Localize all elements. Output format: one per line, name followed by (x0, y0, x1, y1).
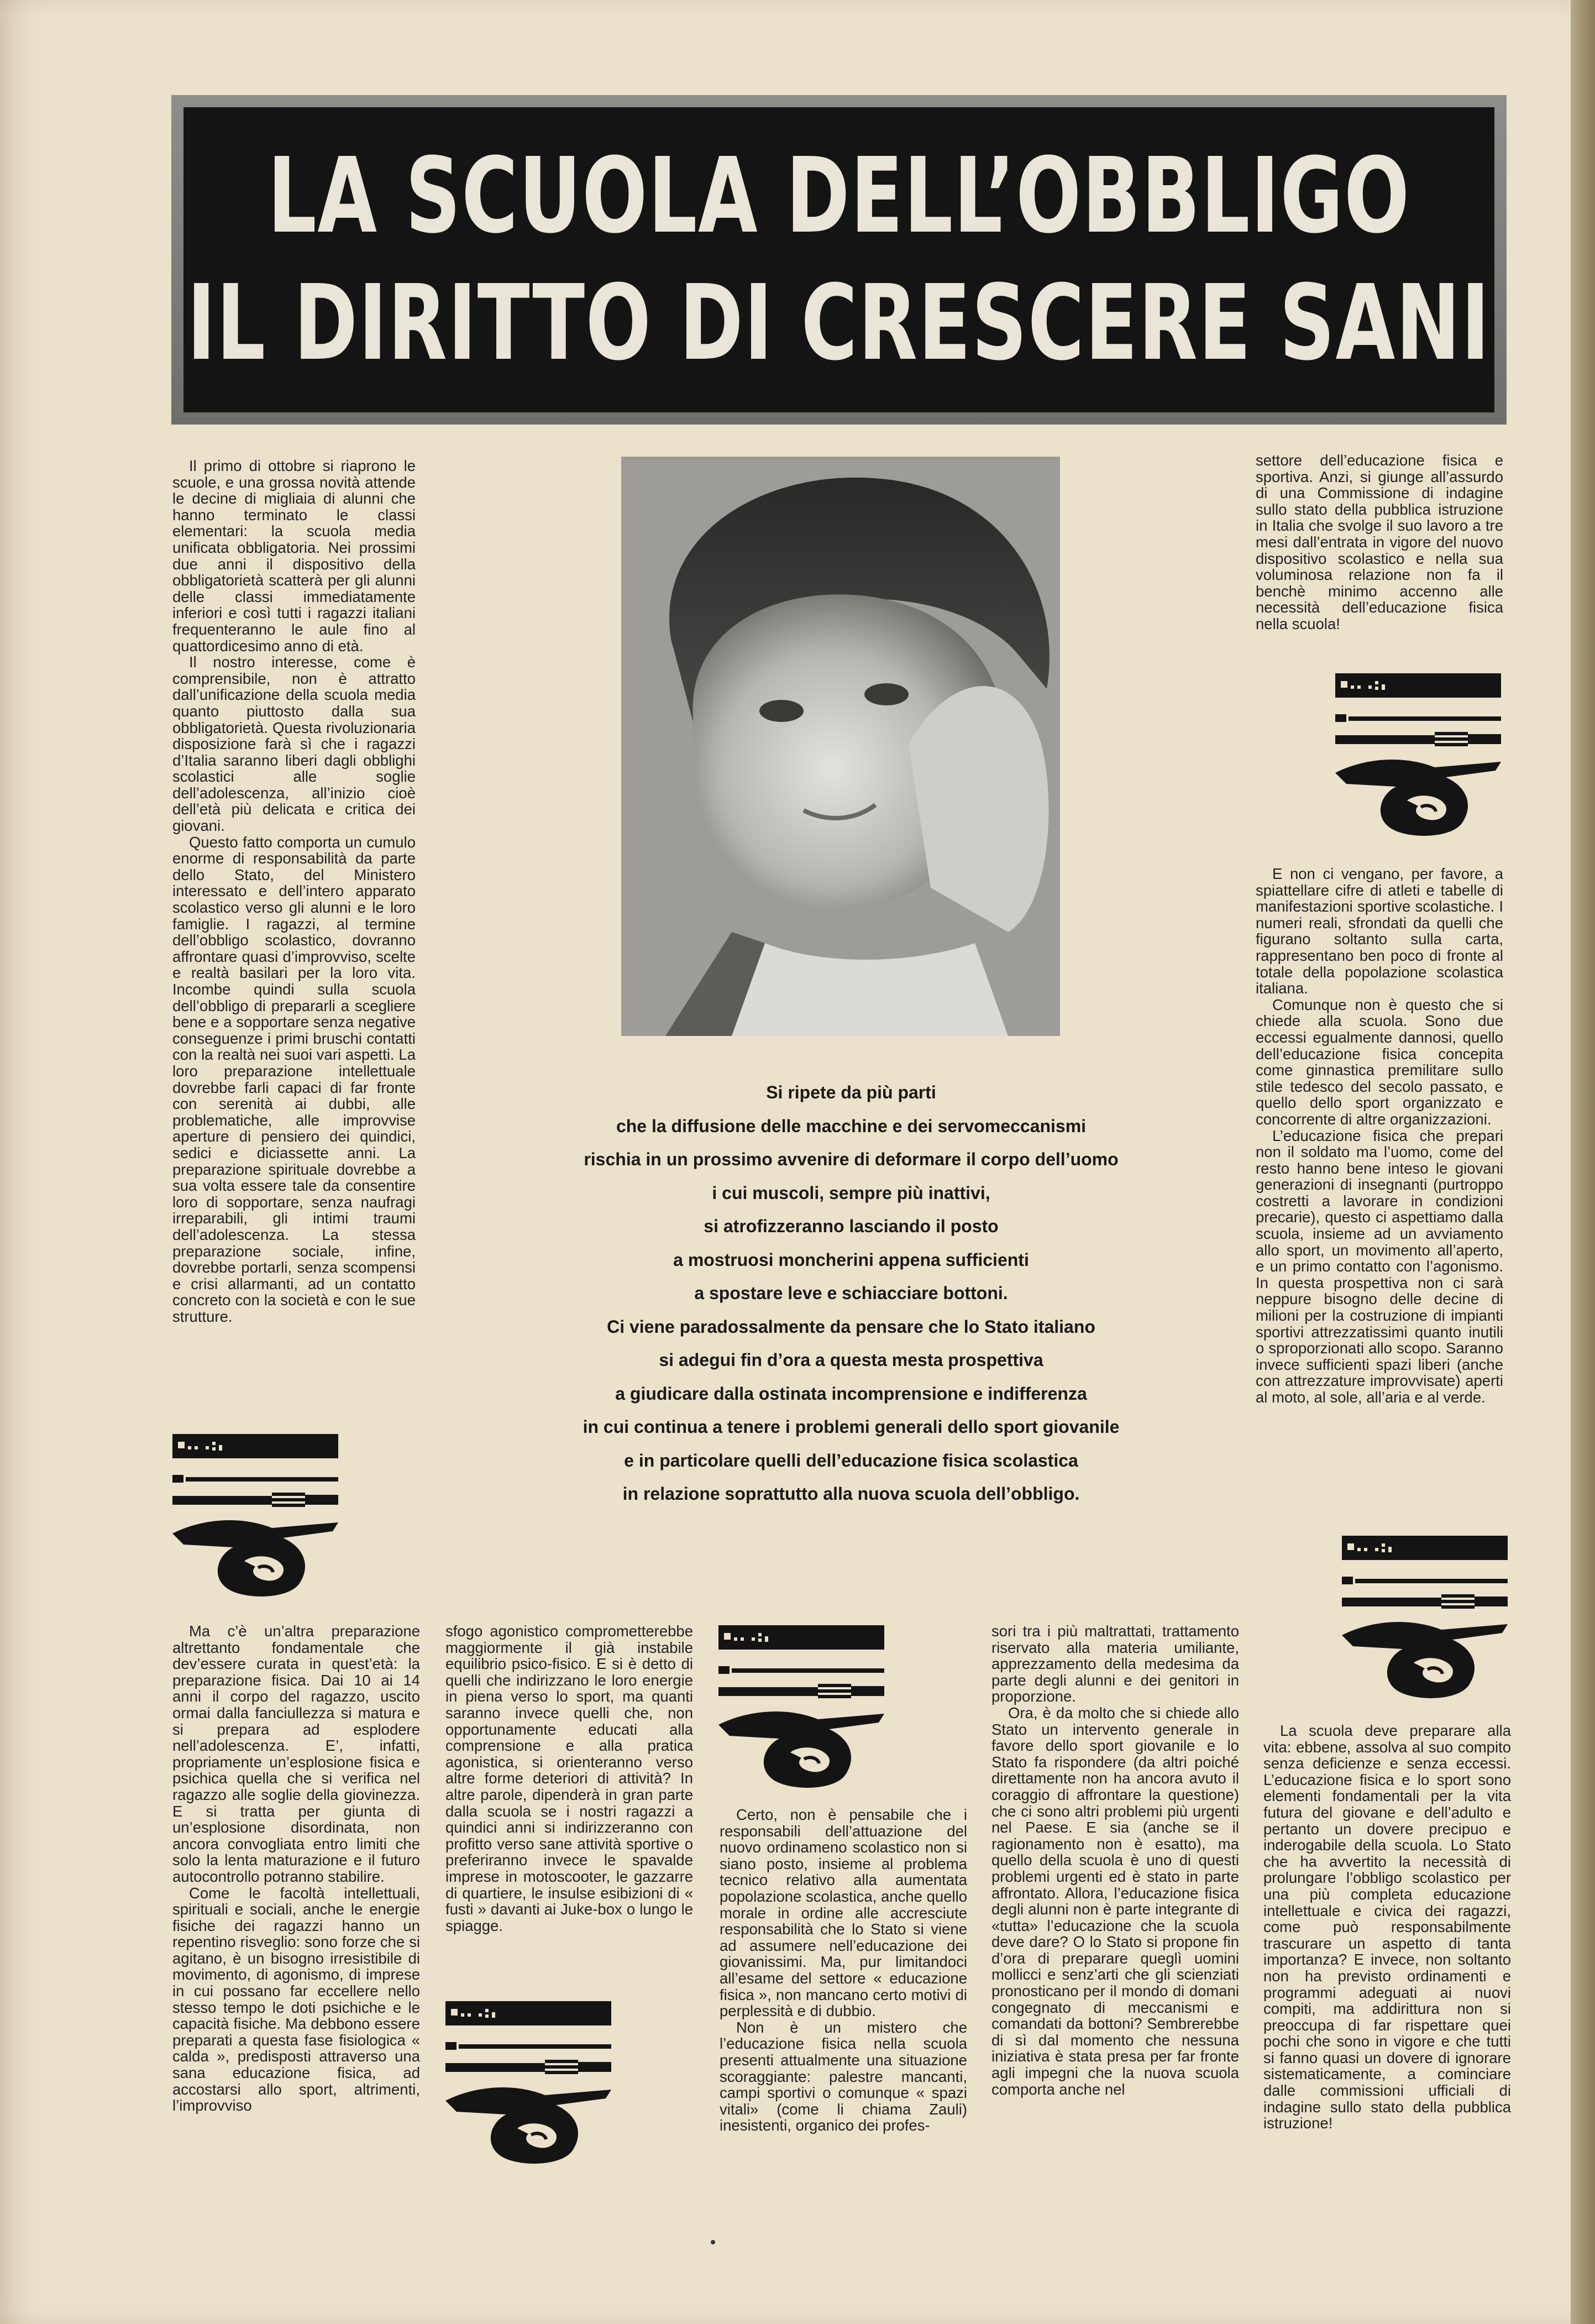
paragraph: Ma c’è un’altra preparazione altrettanto fondamentale che dev’essere curata in quest’età: la preparazione fisica. Dai 10 ai 14 anni il corpo del ragazzo, uscito ormai dalla fanciullezza si matura e si prepara ad esplodere nell’adolescenza. E’, infatti, propriamente un’esplosione fisica e psichica quella che si verifica nel ragazzo alle soglie della giovinezza. E si tratta per giunta di un’esplosione disordinata, non ancora convogliata entro limiti che solo la lenta maturazione e il futuro autocontrollo potranno stabilire. (172, 1622, 420, 1885)
paragraph: L’educazione fisica che prepari non il soldato ma l’uomo, come del resto hanno bene inteso le giovani generazioni di insegnanti (purtroppo costretti a lavorare in condizioni precarie), questo ci aspettiamo dalla scuola, insieme ad un avviamento allo sport, un movimento all’aperto, e un primo contatto con l’agonismo. In questa prospettiva non ci sarà neppure bisogno delle decine di milioni per la costruzione di impianti sportivi attrezzatissimi quanto inutili o sproporzionati allo scopo. Saranno invece sufficienti spazi liberi (anche con attrezzature improvvisate) aperti al moto, al sole, all’aria e al verde. (1256, 1127, 1503, 1406)
paragraph: Ora, è da molto che si chiede allo Stato un intervento generale in favore dello sport giovanile e lo Stato fa rispondere (da altri poiché direttamente non ha ancora avuto il coraggio di affrontare la questione) che ci sono altri problemi più urgenti nel Paese. E sia (anche se il ragionamento non è esatto), ma quello della scuola è uno di questi problemi urgenti ed è stato in parte affrontato. Allora, l’educazione fisica degli alunni non è parte integrante di «tutta» l’educazione che la scuola deve dare? O lo Stato si propone fin d’ora di preparare queglì uomini mollicci e senz’arti che gli scienziati pronosticano per il mondo di domani congegnato di meccanismi e comandati da bottoni? Sembrerebbe di sì dal momento che nessuna iniziativa è stata presa per far fronte agli impegni che la nuova scuola comporta anche nel (991, 1704, 1239, 2098)
paragraph: La scuola deve preparare alla vita: ebbene, assolva al suo compito senza deficienze e senza eccessi. L’educazione fisica e lo sport sono elementi fondamentali per la vita futura del giovane e dell’adulto e pertanto un dovere precipuo e inderogabile della scuola. Lo Stato che ha avvertito la necessità di prolungare l’obbligo scolastico per una più completa educazione intellettuale e civica dei ragazzi, come può responsabilmente trascurare un aspetto di tanta importanza? E invece, non soltanto non ha previsto ordinamenti e programmi adeguati ai nuovi compiti, ma addirittura non si preoccupa di far rispettare quei pochi che sono in vigore e che tutti si fanno quasi un dovere di ignorare sistematicamente, a cominciare dalle commissioni ufficiali di indagine sullo stato della pubblica istruzione! (1263, 1722, 1511, 2132)
quote-line: in relazione soprattutto alla nuova scuola dell’obbligo. (622, 1484, 1080, 1504)
child-portrait-illustration (621, 457, 1060, 1036)
headline-line-1: LA SCUOLA DELL’OBBLIGO (267, 135, 1410, 257)
column-bottom-1 (172, 1623, 420, 2114)
paragraph: E non ci vengano, per favore, a spiattellare cifre di atleti e tabelle di manifestazioni sportive scolastiche. I numeri reali, sfrondati da quelli che figurano soltanto sulla carta, rappresentano ben poco di fronte al totale della popolazione scolastica italiana. (1256, 865, 1503, 997)
paragraph: Questo fatto comporta un cumulo enorme di responsabilità da parte dello Stato, del Ministero interessato e dell’intero apparato scolastico verso gli alunni e le loro famiglie. I ragazzi, al termine dell’obbligo scolastico, dovranno affrontare quasi d’improvviso, scelte e realtà basilari per la loro vita. Incombe quindi sulla scuola dell’obbligo di prepararli a scegliere bene e a sopportare senza negative conseguenze i primi bruschi contatti con la realtà nei suoi vari aspetti. La loro preparazione intellettuale dovrebbe farli capaci di far fronte con serenità ai dubbi, alle problematiche, alle improvvise aperture di pensiero dei quindici, sedici e diciassette anni. La preparazione spirituale dovrebbe a sua volta essere tale da consentire loro di sopportare, senza naufragi irreparabili, gli intimi traumi dell’adolescenza. La stessa preparazione sociale, infine, dovrebbe portarli, senza scompensi e crisi allarmanti, ad un contatto concreto con la società e con le sue strutture. (172, 833, 416, 1325)
quote-line: a spostare leve e schiacciare bottoni. (694, 1283, 1008, 1303)
paragraph: Certo, non è pensabile che i responsabili dell’attuazione del nuovo ordinameno scolastico non si siano posto, insieme al problema tecnico relativo alla aumentata popolazione scolastica, anche quello morale in ordine alle accresciute responsabilità che lo Stato si viene ad assumere nell’educazione dei giovanissimi. Ma, pur limitandoci all’esame del settore « educazione fisica », non mancano certo motivi di perplessità e di dubbio. (720, 1806, 967, 2020)
paragraph: Non è un mistero che l’educazione fisica nella scuola presenti attualmente una situazione scoraggiante: palestre mancanti, campi sportivi o comunque « spazi vitali» (come li chiama Zauli) inesistenti, organico dei profes- (720, 2018, 967, 2134)
column-bottom-3 (720, 1807, 967, 2134)
quote-line: in cui continua a tenere i problemi generali dello sport giovanile (583, 1417, 1120, 1437)
column-bottom-2 (445, 1623, 693, 1934)
column-bottom-4 (991, 1623, 1239, 2097)
quote-line: Ci viene paradossalmente da pensare che lo Stato italiano (607, 1316, 1095, 1337)
knife-fork-fist-logo (172, 1434, 338, 1600)
quote-line: si atrofizzeranno lasciando il posto (704, 1216, 999, 1236)
quote-line: a giudicare dalla ostinata incomprensione e indifferenza (615, 1383, 1087, 1404)
paragraph: Comunque non è questo che si chiede alla scuola. Sono due eccessi egualmente dannosi, quello dell’educazione fisica concepita come ginnastica premilitare sullo stile tedesco del secolo passato, e quello dello sport organizzato e concorrente di altre organizzazioni. (1256, 996, 1503, 1128)
quote-line: i cui muscoli, sempre più inattivi, (712, 1182, 990, 1203)
knife-fork-fist-logo (1342, 1536, 1508, 1702)
paragraph: settore dell’educazione fisica e sportiva. Anzi, si giunge all’assurdo di una Commissione di indagine sullo stato della pubblica istruzione in Italia che svolge il suo lavoro a tre mesi dall’entrata in vigore del nuovo dispositivo scolastico e nella sua voluminosa relazione non fa il benchè minimo accenno alle necessità dell’educazione fisica nella scuola! (1256, 452, 1503, 632)
paragraph: sfogo agonistico comprometterebbe maggiormente il già instabile equilibrio psico-fisico. E si è detto di quelli che indirizzano le loro energie in piena verso lo sport, ma quanti saranno invece quelli che, non opportunamente educati alla comprensione e alla pratica agonistica, si orienteranno verso altre forme deteriori di attività? In altre parole, dipenderà in gran parte dalla scuola se i nostri ragazzi a quindici anni si indirizzeranno con profitto verso sane attività sportive o preferiranno invece le spavalde imprese in motoscooter, le gazzarre di quartiere, le insulse esibizioni di « fusti » davanti ai Juke-box o lungo le spiagge. (445, 1622, 693, 1934)
quote-line: che la diffusione delle macchine e dei servomeccanismi (616, 1116, 1087, 1136)
paragraph: Come le facoltà intellettuali, spirituali e sociali, anche le energie fisiche dei ragazzi hanno un repentino risveglio: sono forze che si agitano, è un bisogno irresistibile di movimento, di agonismo, di imprese in cui possano far eccellere nello stesso tempo le doti psichiche e le capacità fisiche. Ma debbono essere preparati a questa fase fisiologica « calda », predisposti attraverso una sana educazione fisica, ad accostarsi allo sport, altrimenti, l’improvviso (172, 1884, 420, 2114)
knife-fork-fist-logo (445, 2001, 611, 2167)
quote-line: si adegui fin d’ora a questa mesta prospettiva (659, 1350, 1043, 1370)
headline-line-2: IL DIRITTO DI CRESCERE SANI (187, 263, 1491, 384)
quote-line: a mostruosi moncherini appena sufficienti (673, 1249, 1029, 1270)
quote-line: Si ripete da più parti (766, 1082, 936, 1102)
quote-line: e in particolare quelli dell’educazione fisica scolastica (624, 1450, 1078, 1470)
column-right-top (1256, 452, 1503, 632)
column-left-top (172, 458, 416, 1325)
page-dot (711, 2240, 715, 2244)
pull-quote (531, 1076, 1172, 1511)
knife-fork-fist-logo (718, 1625, 884, 1791)
quote-line: rischia in un prossimo avvenire di deformare il corpo dell’uomo (584, 1149, 1119, 1169)
paragraph: sori tra i più maltrattati, trattamento riservato alla materia umiliante, apprezzamento della medesima da parte degli alunni e dei genitori in proporzione. (991, 1622, 1239, 1705)
column-right-mid (1256, 866, 1503, 1406)
child-portrait-photo (621, 457, 1060, 1036)
paragraph: Il nostro interesse, come è comprensibile, non è attratto dall’unificazione della scuola media quanto piuttosto dalla sua obbligatorietà. Questa rivoluzionaria disposizione farà sì che i ragazzi d’Italia saranno liberi dagli obblighi scolastici alle soglie dell’adolescenza, all’inizio cioè dell’età più delicata e critica dei giovani. (172, 653, 416, 835)
binding-spine (1571, 0, 1595, 2324)
headline-banner (171, 95, 1507, 425)
column-bottom-5 (1263, 1723, 1511, 2132)
paragraph: Il primo di ottobre si riaprono le scuole, e una grossa novità attende le decine di migliaia di alunni che hanno terminato le classi elementari: la scuola media unificata obbligatoria. Nei prossimi due anni il dispositivo della obbligatorietà scatterà per gli alunni delle classi immediatamente inferiori e così tutti i ragazzi italiani frequenteranno le aule fino al quattordicesimo anno di età. (172, 457, 416, 655)
headline-band (183, 107, 1494, 412)
knife-fork-fist-logo (1335, 673, 1501, 839)
